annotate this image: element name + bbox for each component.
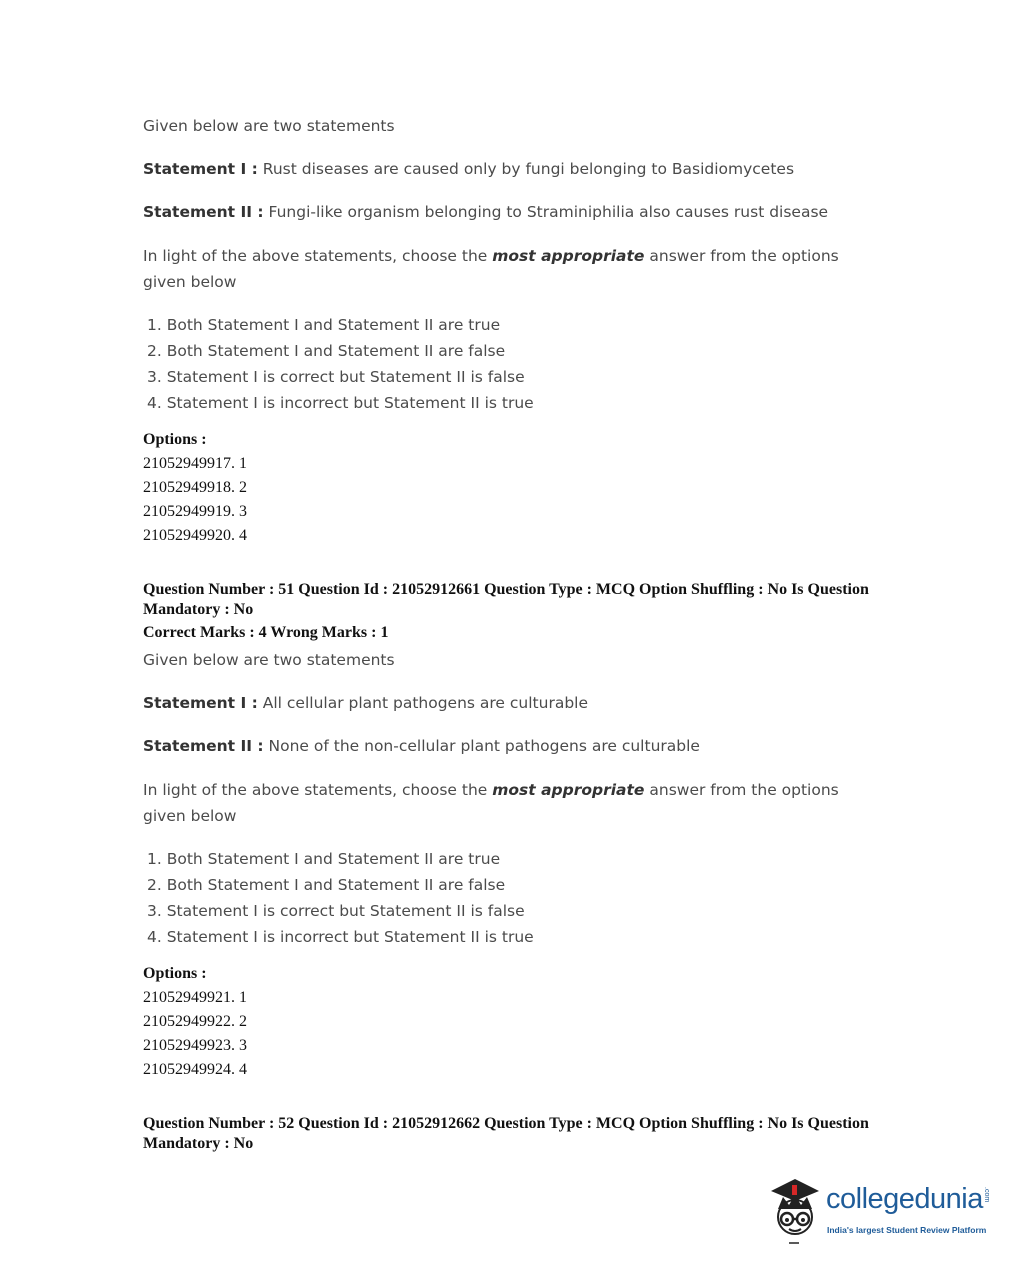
- statement-text: All cellular plant pathogens are culturable: [262, 694, 589, 712]
- collegedunia-logo: [765, 1175, 995, 1255]
- q50-option-1: 21052949917. 1: [143, 455, 247, 472]
- q51-choice-2: 2. Both Statement I and Statement II are false: [147, 876, 506, 894]
- statement-text: Rust diseases are caused only by fungi belonging to Basidiomycetes: [262, 160, 795, 178]
- q50-option-2: 21052949918. 2: [143, 479, 247, 496]
- q50-statement-1: [143, 160, 794, 178]
- q51-option-2: 21052949922. 2: [143, 1013, 247, 1030]
- logo-wordmark: collegedunia: [826, 1183, 983, 1215]
- logo-dotcom: .com: [983, 1187, 990, 1203]
- q51-options-label: Options :: [143, 965, 207, 982]
- q50-option-4: 21052949920. 4: [143, 527, 247, 544]
- instruction-text: answer from the options given below: [143, 781, 839, 825]
- q51-meta: Question Number : 51 Question Id : 21052912661 Question Type : MCQ Option Shuffling : No Is Question Mandatory : No: [143, 581, 869, 618]
- statement-label: Statement II :: [143, 203, 264, 221]
- statement-text: None of the non-cellular plant pathogens are culturable: [268, 737, 700, 755]
- q50-option-3: 21052949919. 3: [143, 503, 247, 520]
- q50-choice-4: 4. Statement I is incorrect but Statement II is true: [147, 394, 534, 412]
- q51-option-1: 21052949921. 1: [143, 989, 247, 1006]
- q52-meta: Question Number : 52 Question Id : 21052912662 Question Type : MCQ Option Shuffling : No Is Question Mandatory : No: [143, 1115, 869, 1152]
- q50-choice-2: 2. Both Statement I and Statement II are false: [147, 342, 506, 360]
- q51-marks: Correct Marks : 4 Wrong Marks : 1: [143, 624, 389, 641]
- q51-instruction: [143, 777, 873, 829]
- instruction-text: In light of the above statements, choose the: [143, 781, 493, 799]
- q50-instruction: [143, 243, 873, 295]
- q50-choice-3: 3. Statement I is correct but Statement II is false: [147, 368, 525, 386]
- q51-intro: Given below are two statements: [143, 651, 395, 669]
- q50-choice-1: 1. Both Statement I and Statement II are true: [147, 316, 501, 334]
- instruction-text: answer from the options given below: [143, 247, 839, 291]
- instruction-emphasis: most appropriate: [492, 781, 645, 799]
- q50-options-label: Options :: [143, 431, 207, 448]
- instruction-text: In light of the above statements, choose the: [143, 247, 493, 265]
- q51-choice-1: 1. Both Statement I and Statement II are true: [147, 850, 501, 868]
- statement-text: Fungi-like organism belonging to Straminiphilia also causes rust disease: [268, 203, 829, 221]
- instruction-emphasis: most appropriate: [492, 247, 645, 265]
- statement-label: Statement I :: [143, 160, 258, 178]
- q51-option-4: 21052949924. 4: [143, 1061, 247, 1078]
- statement-label: Statement II :: [143, 737, 264, 755]
- q50-intro: Given below are two statements: [143, 117, 395, 135]
- q51-option-3: 21052949923. 3: [143, 1037, 247, 1054]
- q51-choice-4: 4. Statement I is incorrect but Statement II is true: [147, 928, 534, 946]
- q51-choice-3: 3. Statement I is correct but Statement II is false: [147, 902, 525, 920]
- statement-label: Statement I :: [143, 694, 258, 712]
- q51-statement-1: [143, 694, 588, 712]
- logo-tagline: India's largest Student Review Platform: [827, 1225, 987, 1235]
- q51-statement-2: [143, 737, 700, 755]
- q50-statement-2: [143, 203, 828, 221]
- mascot-icon: [765, 1175, 825, 1255]
